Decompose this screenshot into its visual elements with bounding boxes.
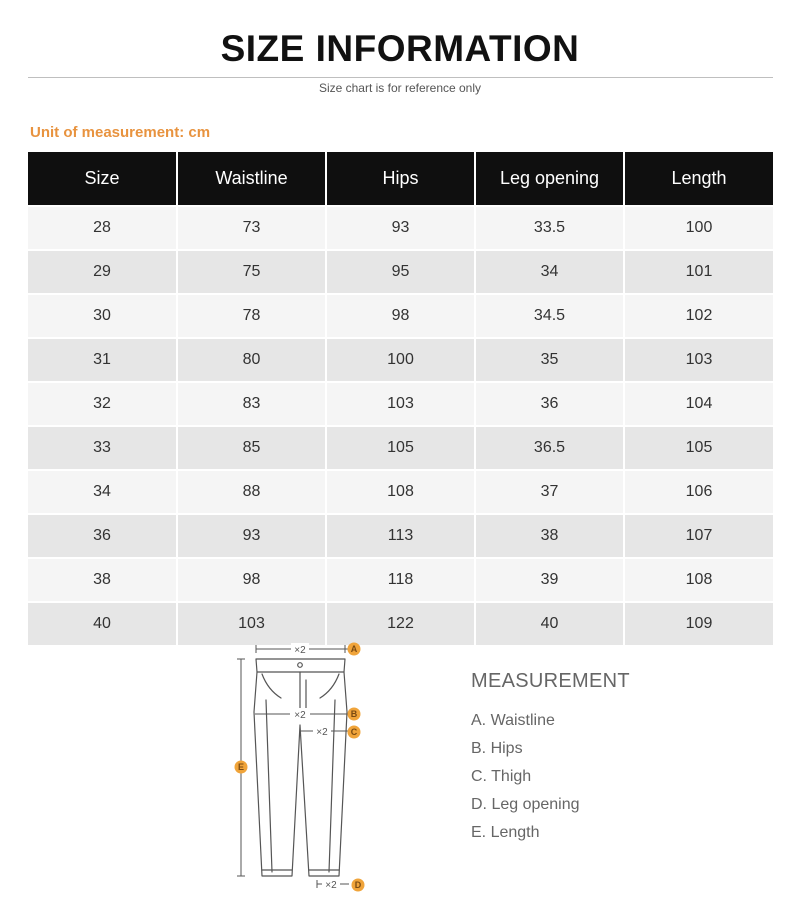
table-cell: 40 <box>28 602 177 645</box>
table-cell: 113 <box>326 514 475 558</box>
table-cell: 80 <box>177 338 326 382</box>
table-cell: 38 <box>475 514 624 558</box>
table-cell: 34 <box>28 470 177 514</box>
table-cell: 36.5 <box>475 426 624 470</box>
title-divider <box>28 77 773 78</box>
column-header-leg-opening: Leg opening <box>475 152 624 206</box>
pants-measurement-diagram <box>228 638 378 900</box>
table-cell: 30 <box>28 294 177 338</box>
table-cell: 39 <box>475 558 624 602</box>
multiplier-label: ×2 <box>294 710 306 721</box>
pants-button-icon <box>298 663 303 668</box>
marker-e-label: E <box>237 762 245 772</box>
table-cell: 108 <box>624 558 773 602</box>
column-header-waistline: Waistline <box>177 152 326 206</box>
table-row <box>28 514 773 558</box>
table-cell: 100 <box>326 338 475 382</box>
table-row <box>28 338 773 382</box>
list-item: D. Leg opening <box>471 796 580 813</box>
measurement-list <box>471 711 580 851</box>
pants-left-pocket <box>262 674 281 698</box>
table-row <box>28 470 773 514</box>
column-header-length: Length <box>624 152 773 206</box>
table-cell: 107 <box>624 514 773 558</box>
table-cell: 40 <box>475 602 624 645</box>
table-row <box>28 206 773 250</box>
table-cell: 103 <box>624 338 773 382</box>
table-cell: 95 <box>326 250 475 294</box>
table-cell: 98 <box>177 558 326 602</box>
table-row <box>28 426 773 470</box>
list-item: C. Thigh <box>471 768 532 785</box>
table-cell: 33.5 <box>475 206 624 250</box>
table-cell: 75 <box>177 250 326 294</box>
table-row <box>28 294 773 338</box>
column-header-hips: Hips <box>326 152 475 206</box>
table-cell: 33 <box>28 426 177 470</box>
pants-waistband <box>256 659 345 672</box>
table-cell: 31 <box>28 338 177 382</box>
table-cell: 83 <box>177 382 326 426</box>
list-item: A. Waistline <box>471 712 555 729</box>
pants-left-seam <box>266 700 272 872</box>
table-cell: 108 <box>326 470 475 514</box>
table-cell: 73 <box>177 206 326 250</box>
page-subtitle: Size chart is for reference only <box>318 81 482 95</box>
table-cell: 35 <box>475 338 624 382</box>
table-cell: 101 <box>624 250 773 294</box>
table-cell: 36 <box>28 514 177 558</box>
table-cell: 32 <box>28 382 177 426</box>
pants-right-pocket <box>320 674 339 698</box>
table-cell: 105 <box>326 426 475 470</box>
table-cell: 38 <box>28 558 177 602</box>
table-cell: 102 <box>624 294 773 338</box>
table-row <box>28 558 773 602</box>
size-table <box>28 152 773 645</box>
unit-label: Unit of measurement: cm <box>30 124 211 141</box>
table-cell: 118 <box>326 558 475 602</box>
table-cell: 36 <box>475 382 624 426</box>
table-cell: 34.5 <box>475 294 624 338</box>
table-cell: 34 <box>475 250 624 294</box>
multiplier-label: ×2 <box>316 727 328 738</box>
marker-a-label: A <box>350 644 358 654</box>
list-item: B. Hips <box>471 740 523 757</box>
table-cell: 105 <box>624 426 773 470</box>
table-cell: 109 <box>624 602 773 645</box>
table-cell: 93 <box>326 206 475 250</box>
table-row <box>28 250 773 294</box>
table-cell: 78 <box>177 294 326 338</box>
table-header-row <box>28 152 773 206</box>
table-cell: 29 <box>28 250 177 294</box>
table-cell: 98 <box>326 294 475 338</box>
table-cell: 28 <box>28 206 177 250</box>
table-cell: 103 <box>177 602 326 645</box>
multiplier-label: ×2 <box>294 645 306 656</box>
multiplier-label: ×2 <box>325 880 337 891</box>
table-cell: 100 <box>624 206 773 250</box>
table-cell: 103 <box>326 382 475 426</box>
column-header-size: Size <box>28 152 177 206</box>
table-cell: 85 <box>177 426 326 470</box>
marker-c-label: C <box>350 727 358 737</box>
page-title: SIZE INFORMATION <box>220 28 580 69</box>
table-cell: 106 <box>624 470 773 514</box>
table-row <box>28 382 773 426</box>
table-cell: 37 <box>475 470 624 514</box>
measurement-title: MEASUREMENT <box>471 670 630 692</box>
table-cell: 93 <box>177 514 326 558</box>
marker-d-label: D <box>354 880 362 890</box>
list-item: E. Length <box>471 824 540 841</box>
table-cell: 122 <box>326 602 475 645</box>
table-cell: 88 <box>177 470 326 514</box>
table-row <box>28 602 773 645</box>
table-cell: 104 <box>624 382 773 426</box>
marker-b-label: B <box>350 709 358 719</box>
